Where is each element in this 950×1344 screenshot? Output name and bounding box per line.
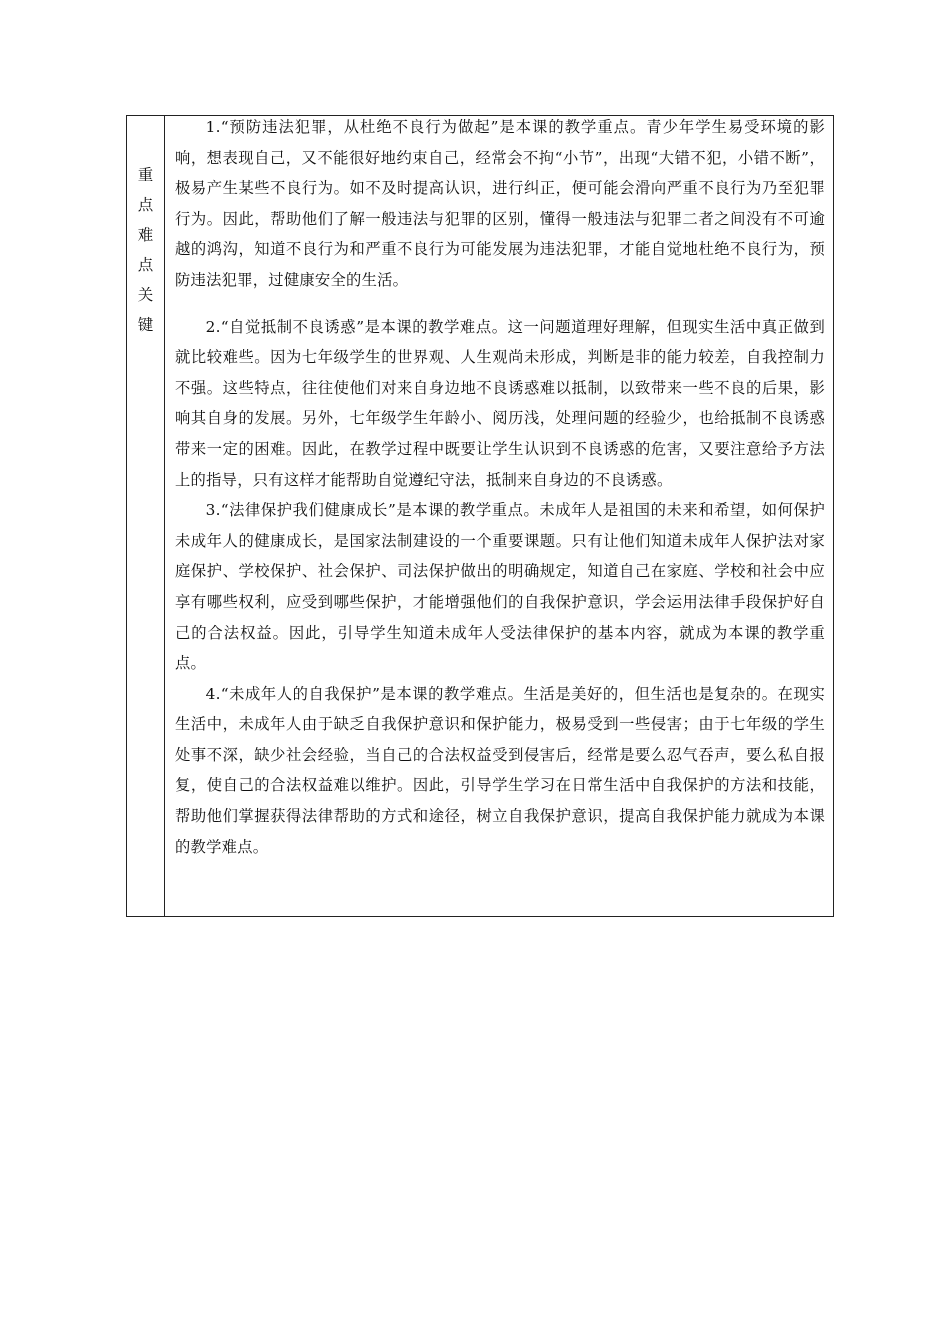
row-label-cell	[127, 116, 165, 916]
paragraph-3: 3.“法律保护我们健康成长”是本课的教学重点。未成年人是祖国的未来和希望，如何保护未成年人的健康成长，是国家法制建设的一个重要课题。只有让他们知道未成年人保护法对家庭保护、学校保护、社会保护、司法保护做出的明确规定，知道自己在家庭、学校和社会中应享有哪些权利，应受到哪些保护，才能增强他们的自我保护意识，学会运用法律手段保护好自己的合法权益。因此，引导学生知道未成年人受法律保护的基本内容，就成为本课的教学重点。	[175, 501, 825, 673]
row-label-char: 键	[137, 316, 154, 334]
row-label-char: 点	[137, 256, 154, 274]
paragraph-1: 1.“预防违法犯罪，从杜绝不良行为做起”是本课的教学重点。青少年学生易受环境的影响，想表现自己，又不能很好地约束自己，经常会不拘“小节”，出现“大错不犯，小错不断”，极易产生某些不良行为。如不及时提高认识，进行纠正，便可能会滑向严重不良行为乃至犯罪行为。因此，帮助他们了解一般违法与犯罪的区别，懂得一般违法与犯罪二者之间没有不可逾越的鸿沟，知道不良行为和严重不良行为可能发展为违法犯罪，才能自觉地杜绝不良行为，预防违法犯罪，过健康安全的生活。	[175, 118, 825, 289]
key-points-table	[126, 115, 834, 917]
paragraph-2: 2.“自觉抵制不良诱惑”是本课的教学难点。这一问题道理好理解，但现实生活中真正做到就比较难些。因为七年级学生的世界观、人生观尚未形成，判断是非的能力较差，自我控制力不强。这些特点，往往使他们对来自身边地不良诱惑难以抵制，以致带来一些不良的后果，影响其自身的发展。另外，七年级学生年龄小、阅历浅，处理问题的经验少，也给抵制不良诱惑带来一定的困难。因此，在教学过程中既要让学生认识到不良诱惑的危害，又要注意给予方法上的指导，只有这样才能帮助自觉遵纪守法，抵制来自身边的不良诱惑。	[175, 317, 825, 489]
row-label-char: 难	[137, 226, 154, 244]
row-label-char: 点	[137, 196, 154, 214]
paragraph-4: 4.“未成年人的自我保护”是本课的教学难点。生活是美好的，但生活也是复杂的。在现实生活中，未成年人由于缺乏自我保护意识和保护能力，极易受到一些侵害；由于七年级的学生处事不深，缺少社会经验，当自己的合法权益受到侵害后，经常是要么忍气吞声，要么私自报复，使自己的合法权益难以维护。因此，引导学生学习在日常生活中自我保护的方法和技能，帮助他们掌握获得法律帮助的方式和途径，树立自我保护意识，提高自我保护能力就成为本课的教学难点。	[175, 684, 825, 856]
content-cell	[165, 116, 833, 916]
row-label-char: 重	[137, 166, 154, 184]
row-label-char: 关	[137, 286, 154, 304]
